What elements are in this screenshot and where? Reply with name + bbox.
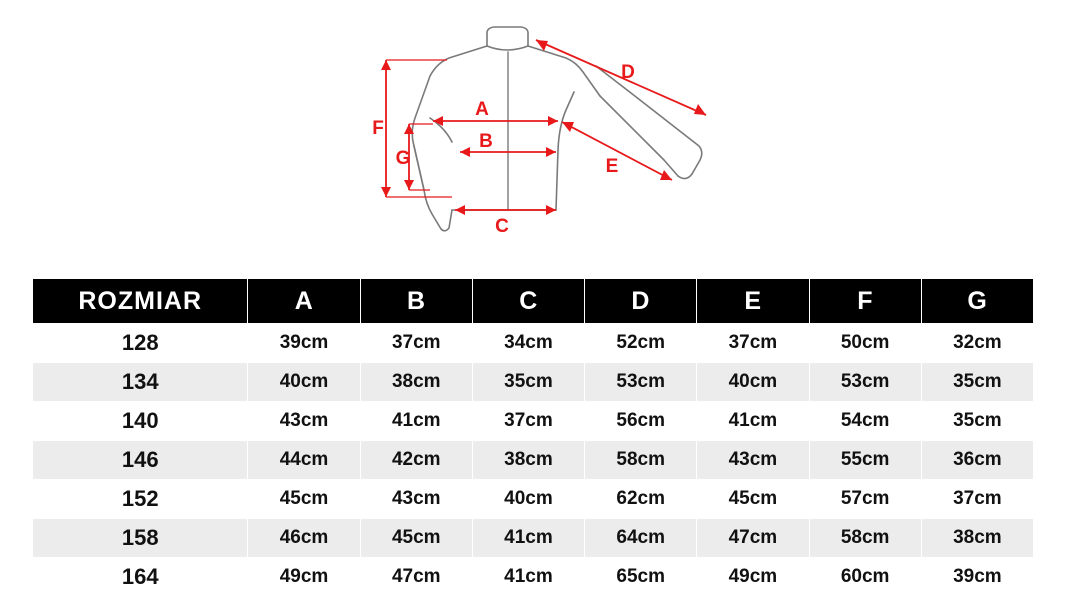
measure-b: 38cm — [360, 363, 472, 402]
measure-f: 53cm — [809, 363, 921, 402]
measure-a: 45cm — [248, 480, 360, 519]
table-row — [33, 519, 1034, 558]
size-value: 158 — [33, 519, 248, 558]
dimension-label-e: E — [605, 156, 619, 177]
measure-a: 39cm — [248, 324, 360, 363]
table-header-f: F — [809, 279, 921, 324]
measure-d: 62cm — [585, 480, 697, 519]
measure-e: 49cm — [697, 558, 809, 597]
measure-e: 47cm — [697, 519, 809, 558]
measure-e: 40cm — [697, 363, 809, 402]
jacket-measurement-diagram — [0, 0, 1065, 260]
measure-d: 53cm — [585, 363, 697, 402]
size-value: 128 — [33, 324, 248, 363]
measure-b: 41cm — [360, 402, 472, 441]
measure-d: 52cm — [585, 324, 697, 363]
measure-f: 54cm — [809, 402, 921, 441]
measurement-markers — [381, 40, 706, 215]
measure-g: 38cm — [921, 519, 1033, 558]
table-row — [33, 558, 1034, 597]
measure-d: 64cm — [585, 519, 697, 558]
measure-b: 37cm — [360, 324, 472, 363]
table-header-g: G — [921, 279, 1033, 324]
size-value: 146 — [33, 441, 248, 480]
measure-d: 58cm — [585, 441, 697, 480]
measure-c: 41cm — [472, 558, 584, 597]
table-row — [33, 441, 1034, 480]
measure-d: 56cm — [585, 402, 697, 441]
measure-c: 40cm — [472, 480, 584, 519]
measure-c: 35cm — [472, 363, 584, 402]
measure-f: 58cm — [809, 519, 921, 558]
dimension-label-f: F — [372, 118, 384, 139]
size-table — [32, 278, 1034, 597]
measure-g: 37cm — [921, 480, 1033, 519]
table-row — [33, 402, 1034, 441]
dimension-label-g: G — [395, 148, 411, 169]
table-header-a: A — [248, 279, 360, 324]
measure-g: 35cm — [921, 402, 1033, 441]
table-header-c: C — [472, 279, 584, 324]
table-header-rozmiar: ROZMIAR — [33, 279, 248, 324]
measure-b: 45cm — [360, 519, 472, 558]
measure-a: 43cm — [248, 402, 360, 441]
measure-a: 49cm — [248, 558, 360, 597]
measure-f: 57cm — [809, 480, 921, 519]
table-row — [33, 324, 1034, 363]
dimension-label-c: C — [495, 216, 509, 237]
dimension-label-a: A — [475, 99, 489, 120]
measure-b: 43cm — [360, 480, 472, 519]
measure-e: 37cm — [697, 324, 809, 363]
measure-a: 44cm — [248, 441, 360, 480]
measure-a: 40cm — [248, 363, 360, 402]
measure-g: 32cm — [921, 324, 1033, 363]
measure-f: 55cm — [809, 441, 921, 480]
table-header-e: E — [697, 279, 809, 324]
measure-e: 45cm — [697, 480, 809, 519]
table-header-row — [33, 279, 1034, 324]
dimension-label-b: B — [479, 131, 493, 152]
table-header — [33, 279, 1034, 324]
measure-c: 37cm — [472, 402, 584, 441]
dimension-label-d: D — [621, 62, 635, 83]
measure-b: 42cm — [360, 441, 472, 480]
measure-f: 60cm — [809, 558, 921, 597]
measure-c: 34cm — [472, 324, 584, 363]
measure-c: 38cm — [472, 441, 584, 480]
table-header-b: B — [360, 279, 472, 324]
measure-b: 47cm — [360, 558, 472, 597]
measure-g: 39cm — [921, 558, 1033, 597]
table-header-d: D — [585, 279, 697, 324]
size-value: 140 — [33, 402, 248, 441]
size-value: 164 — [33, 558, 248, 597]
measure-d: 65cm — [585, 558, 697, 597]
measure-e: 41cm — [697, 402, 809, 441]
size-value: 134 — [33, 363, 248, 402]
measure-f: 50cm — [809, 324, 921, 363]
measure-a: 46cm — [248, 519, 360, 558]
table-body — [33, 324, 1034, 597]
measure-e: 43cm — [697, 441, 809, 480]
measure-g: 36cm — [921, 441, 1033, 480]
jacket-outline-graphic — [412, 27, 702, 231]
table-row — [33, 480, 1034, 519]
measure-c: 41cm — [472, 519, 584, 558]
measure-g: 35cm — [921, 363, 1033, 402]
size-value: 152 — [33, 480, 248, 519]
table-row — [33, 363, 1034, 402]
